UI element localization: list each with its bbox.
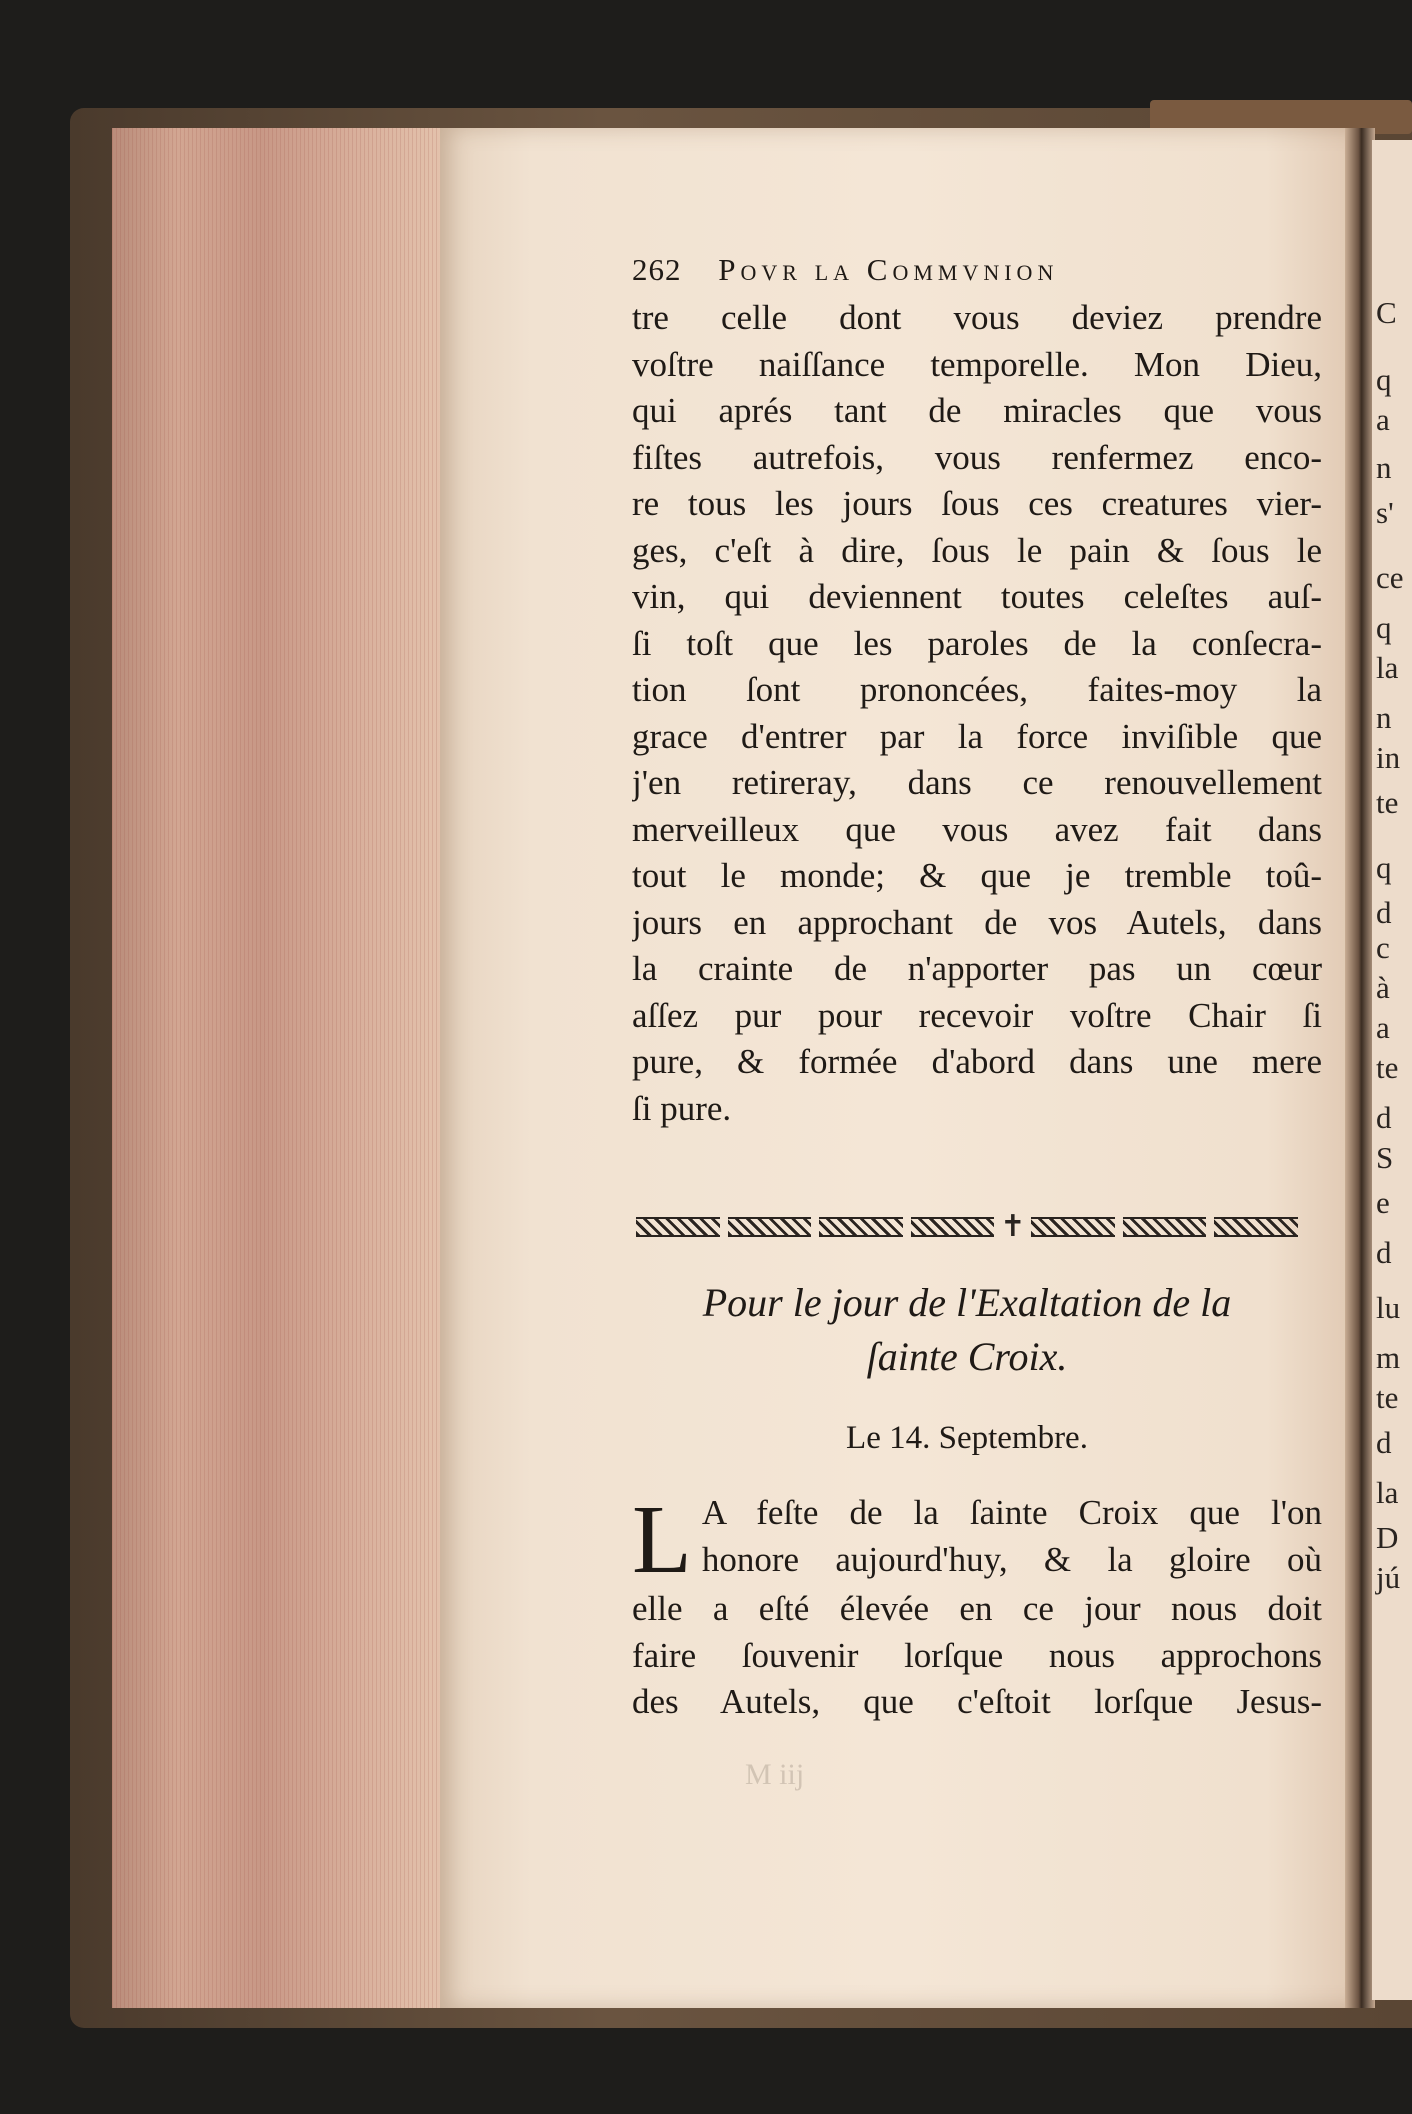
- facing-page-fragment: m: [1376, 1340, 1401, 1375]
- facing-page-fragment: ce: [1376, 560, 1404, 595]
- ornament-segment: [1214, 1217, 1298, 1237]
- facing-page-fragment: n: [1376, 450, 1392, 485]
- running-head-title: Povr la Commvnion: [718, 252, 1059, 287]
- facing-page-fragment: q: [1376, 850, 1392, 885]
- facing-page-fragment: in: [1376, 740, 1401, 775]
- running-head: [632, 245, 1322, 295]
- body-line: pure, & formée d'abord dans une mere: [632, 1042, 1322, 1081]
- facing-page-fragment: d: [1376, 895, 1392, 930]
- page-edges: [112, 128, 442, 2008]
- heading-line: Pour le jour de l'Exaltation de la: [702, 1280, 1232, 1325]
- ornament-segment: [819, 1217, 903, 1237]
- facing-page-fragment: lu: [1376, 1290, 1401, 1325]
- body-line: aſſez pur pour recevoir voſtre Chair ſi: [632, 995, 1322, 1035]
- cross-icon: ✝: [1000, 1209, 1026, 1244]
- facing-page-fragment: d: [1376, 1425, 1392, 1460]
- body-line: merveilleux que vous avez fait dans: [632, 809, 1322, 849]
- body-line: elle a eſté élevée en ce jour nous doit: [632, 1589, 1322, 1628]
- body-line: faire ſouvenir lorſque nous approchons: [632, 1635, 1322, 1675]
- ornament-segment: [636, 1217, 720, 1237]
- facing-page-fragment: te: [1376, 785, 1399, 820]
- facing-page-fragment: la: [1376, 1475, 1399, 1510]
- facing-page-fragment: C: [1376, 295, 1397, 330]
- ornament-segment: [728, 1217, 812, 1237]
- facing-page-fragment: S: [1376, 1140, 1394, 1175]
- facing-page-fragment: jú: [1376, 1560, 1401, 1595]
- feast-date: Le 14. Septembre.: [846, 1420, 1088, 1456]
- facing-page-fragment: te: [1376, 1380, 1399, 1415]
- ornament-segment: [1031, 1217, 1115, 1237]
- facing-page-fragment: q: [1376, 610, 1392, 645]
- signature-mark: M iij: [745, 1758, 805, 1791]
- book-gutter: [1345, 128, 1375, 2008]
- body-line: voſtre naiſſance temporelle. Mon Dieu,: [632, 344, 1322, 384]
- ornament-segment: [1123, 1217, 1207, 1237]
- body-line: ſi toſt que les paroles de la conſecra-: [632, 623, 1322, 663]
- facing-page-fragment: c: [1376, 930, 1390, 965]
- body-line: jours en approchant de vos Autels, dans: [632, 902, 1322, 942]
- heading-line: ſainte Croix.: [866, 1334, 1068, 1379]
- ornamental-rule: [632, 1210, 1302, 1244]
- second-text: [632, 1486, 1322, 1726]
- body-line: fiſtes autrefois, vous renfermez enco-: [632, 437, 1322, 477]
- body-line: honore aujourd'huy, & la gloire où: [701, 1539, 1322, 1579]
- body-line: A feſte de la ſainte Croix que l'on: [701, 1493, 1322, 1532]
- body-line: ſi pure.: [632, 1088, 732, 1128]
- body-line: j'en retireray, dans ce renouvellement: [632, 763, 1322, 802]
- ornament-segment: [911, 1217, 995, 1237]
- page-number: 262: [632, 252, 682, 287]
- body-line: grace d'entrer par la force inviſible que: [632, 716, 1322, 756]
- facing-page-fragment: d: [1376, 1235, 1392, 1270]
- body-line: qui aprés tant de miracles que vous: [632, 391, 1322, 430]
- drop-cap: L: [632, 1486, 692, 1594]
- body-line: vin, qui deviennent toutes celeſtes auſ-: [632, 577, 1322, 616]
- facing-page-fragment: a: [1376, 1010, 1390, 1045]
- facing-page-fragment: D: [1376, 1520, 1399, 1555]
- body-line: tout le monde; & que je tremble toû-: [632, 856, 1322, 895]
- page-text: [632, 245, 1322, 1132]
- facing-page-fragment: a: [1376, 402, 1390, 437]
- facing-page-fragment: s': [1376, 495, 1394, 530]
- section-heading: [632, 1276, 1302, 1384]
- facing-page-fragment: q: [1376, 362, 1392, 397]
- facing-page: [1372, 140, 1412, 2000]
- facing-page-fragment: d: [1376, 1100, 1392, 1135]
- facing-page-fragment: la: [1376, 650, 1399, 685]
- facing-page-fragment: à: [1376, 970, 1390, 1005]
- body-line: tre celle dont vous deviez prendre: [632, 298, 1322, 337]
- body-line: la crainte de n'apporter pas un cœur: [632, 949, 1322, 988]
- body-line: re tous les jours ſous ces creatures vier-: [632, 484, 1322, 523]
- facing-page-fragment: n: [1376, 700, 1392, 735]
- facing-page-fragment: e: [1376, 1185, 1390, 1220]
- facing-page-fragment: te: [1376, 1050, 1399, 1085]
- body-line: ges, c'eſt à dire, ſous le pain & ſous le: [632, 530, 1322, 570]
- body-line: tion ſont prononcées, faites-moy la: [632, 670, 1322, 709]
- body-line: des Autels, que c'eſtoit lorſque Jesus-: [632, 1682, 1322, 1721]
